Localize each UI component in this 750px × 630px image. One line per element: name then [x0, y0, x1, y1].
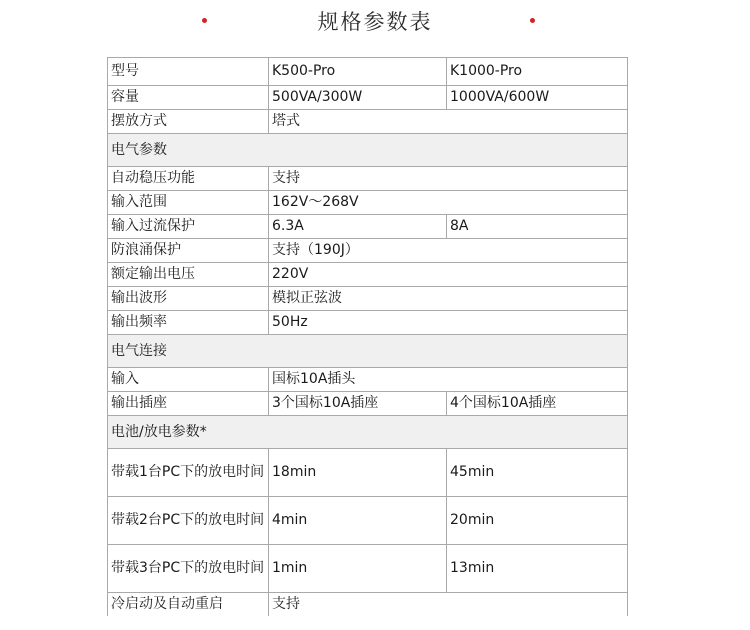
value-k500: 3个国标10A插座: [269, 392, 447, 416]
value-k1000: 8A: [447, 215, 628, 239]
table-row: [108, 215, 628, 239]
section-row: [108, 134, 628, 167]
row-label: 输出波形: [108, 287, 269, 311]
value-shared: 国标10A插头: [269, 368, 628, 392]
value-shared: 220V: [269, 263, 628, 287]
value-k1000: 4个国标10A插座: [447, 392, 628, 416]
spec-table: [107, 57, 628, 616]
value-k500: 6.3A: [269, 215, 447, 239]
table-row: [108, 449, 628, 497]
row-label: 带载3台PC下的放电时间: [108, 545, 269, 593]
section-header: 电气连接: [108, 335, 628, 368]
row-label: 型号: [108, 58, 269, 86]
value-shared: 塔式: [269, 110, 628, 134]
value-shared: 支持（190J）: [269, 239, 628, 263]
table-row: [108, 58, 628, 86]
row-label: 防浪涌保护: [108, 239, 269, 263]
table-row: [108, 368, 628, 392]
value-shared: 50Hz: [269, 311, 628, 335]
row-label: 带载2台PC下的放电时间: [108, 497, 269, 545]
table-row: [108, 86, 628, 110]
row-label: 冷启动及自动重启: [108, 593, 269, 617]
row-label: 摆放方式: [108, 110, 269, 134]
value-k1000: 20min: [447, 497, 628, 545]
section-header: 电气参数: [108, 134, 628, 167]
value-shared: 支持: [269, 167, 628, 191]
table-row: [108, 545, 628, 593]
value-shared: 162V～268V: [269, 191, 628, 215]
value-k500: K500-Pro: [269, 58, 447, 86]
row-label: 输出插座: [108, 392, 269, 416]
value-k1000: K1000-Pro: [447, 58, 628, 86]
table-row: [108, 311, 628, 335]
value-shared: 模拟正弦波: [269, 287, 628, 311]
value-shared: 支持: [269, 593, 628, 617]
row-label: 带载1台PC下的放电时间: [108, 449, 269, 497]
value-k500: 4min: [269, 497, 447, 545]
value-k500: 500VA/300W: [269, 86, 447, 110]
table-row: [108, 497, 628, 545]
value-k1000: 45min: [447, 449, 628, 497]
row-label: 自动稳压功能: [108, 167, 269, 191]
row-label: 额定输出电压: [108, 263, 269, 287]
row-label: 输入范围: [108, 191, 269, 215]
table-row: [108, 593, 628, 617]
value-k1000: 1000VA/600W: [447, 86, 628, 110]
section-header: 电池/放电参数*: [108, 416, 628, 449]
table-row: [108, 239, 628, 263]
page-title: 规格参数表: [317, 10, 433, 34]
table-row: [108, 110, 628, 134]
table-row: [108, 167, 628, 191]
table-row: [108, 287, 628, 311]
table-row: [108, 191, 628, 215]
decor-dot-right: [530, 18, 535, 23]
row-label: 输入: [108, 368, 269, 392]
section-row: [108, 335, 628, 368]
value-k500: 18min: [269, 449, 447, 497]
value-k1000: 13min: [447, 545, 628, 593]
row-label: 容量: [108, 86, 269, 110]
value-k500: 1min: [269, 545, 447, 593]
table-row: [108, 263, 628, 287]
row-label: 输出频率: [108, 311, 269, 335]
section-row: [108, 416, 628, 449]
row-label: 输入过流保护: [108, 215, 269, 239]
table-row: [108, 392, 628, 416]
title-bar: [0, 0, 750, 40]
